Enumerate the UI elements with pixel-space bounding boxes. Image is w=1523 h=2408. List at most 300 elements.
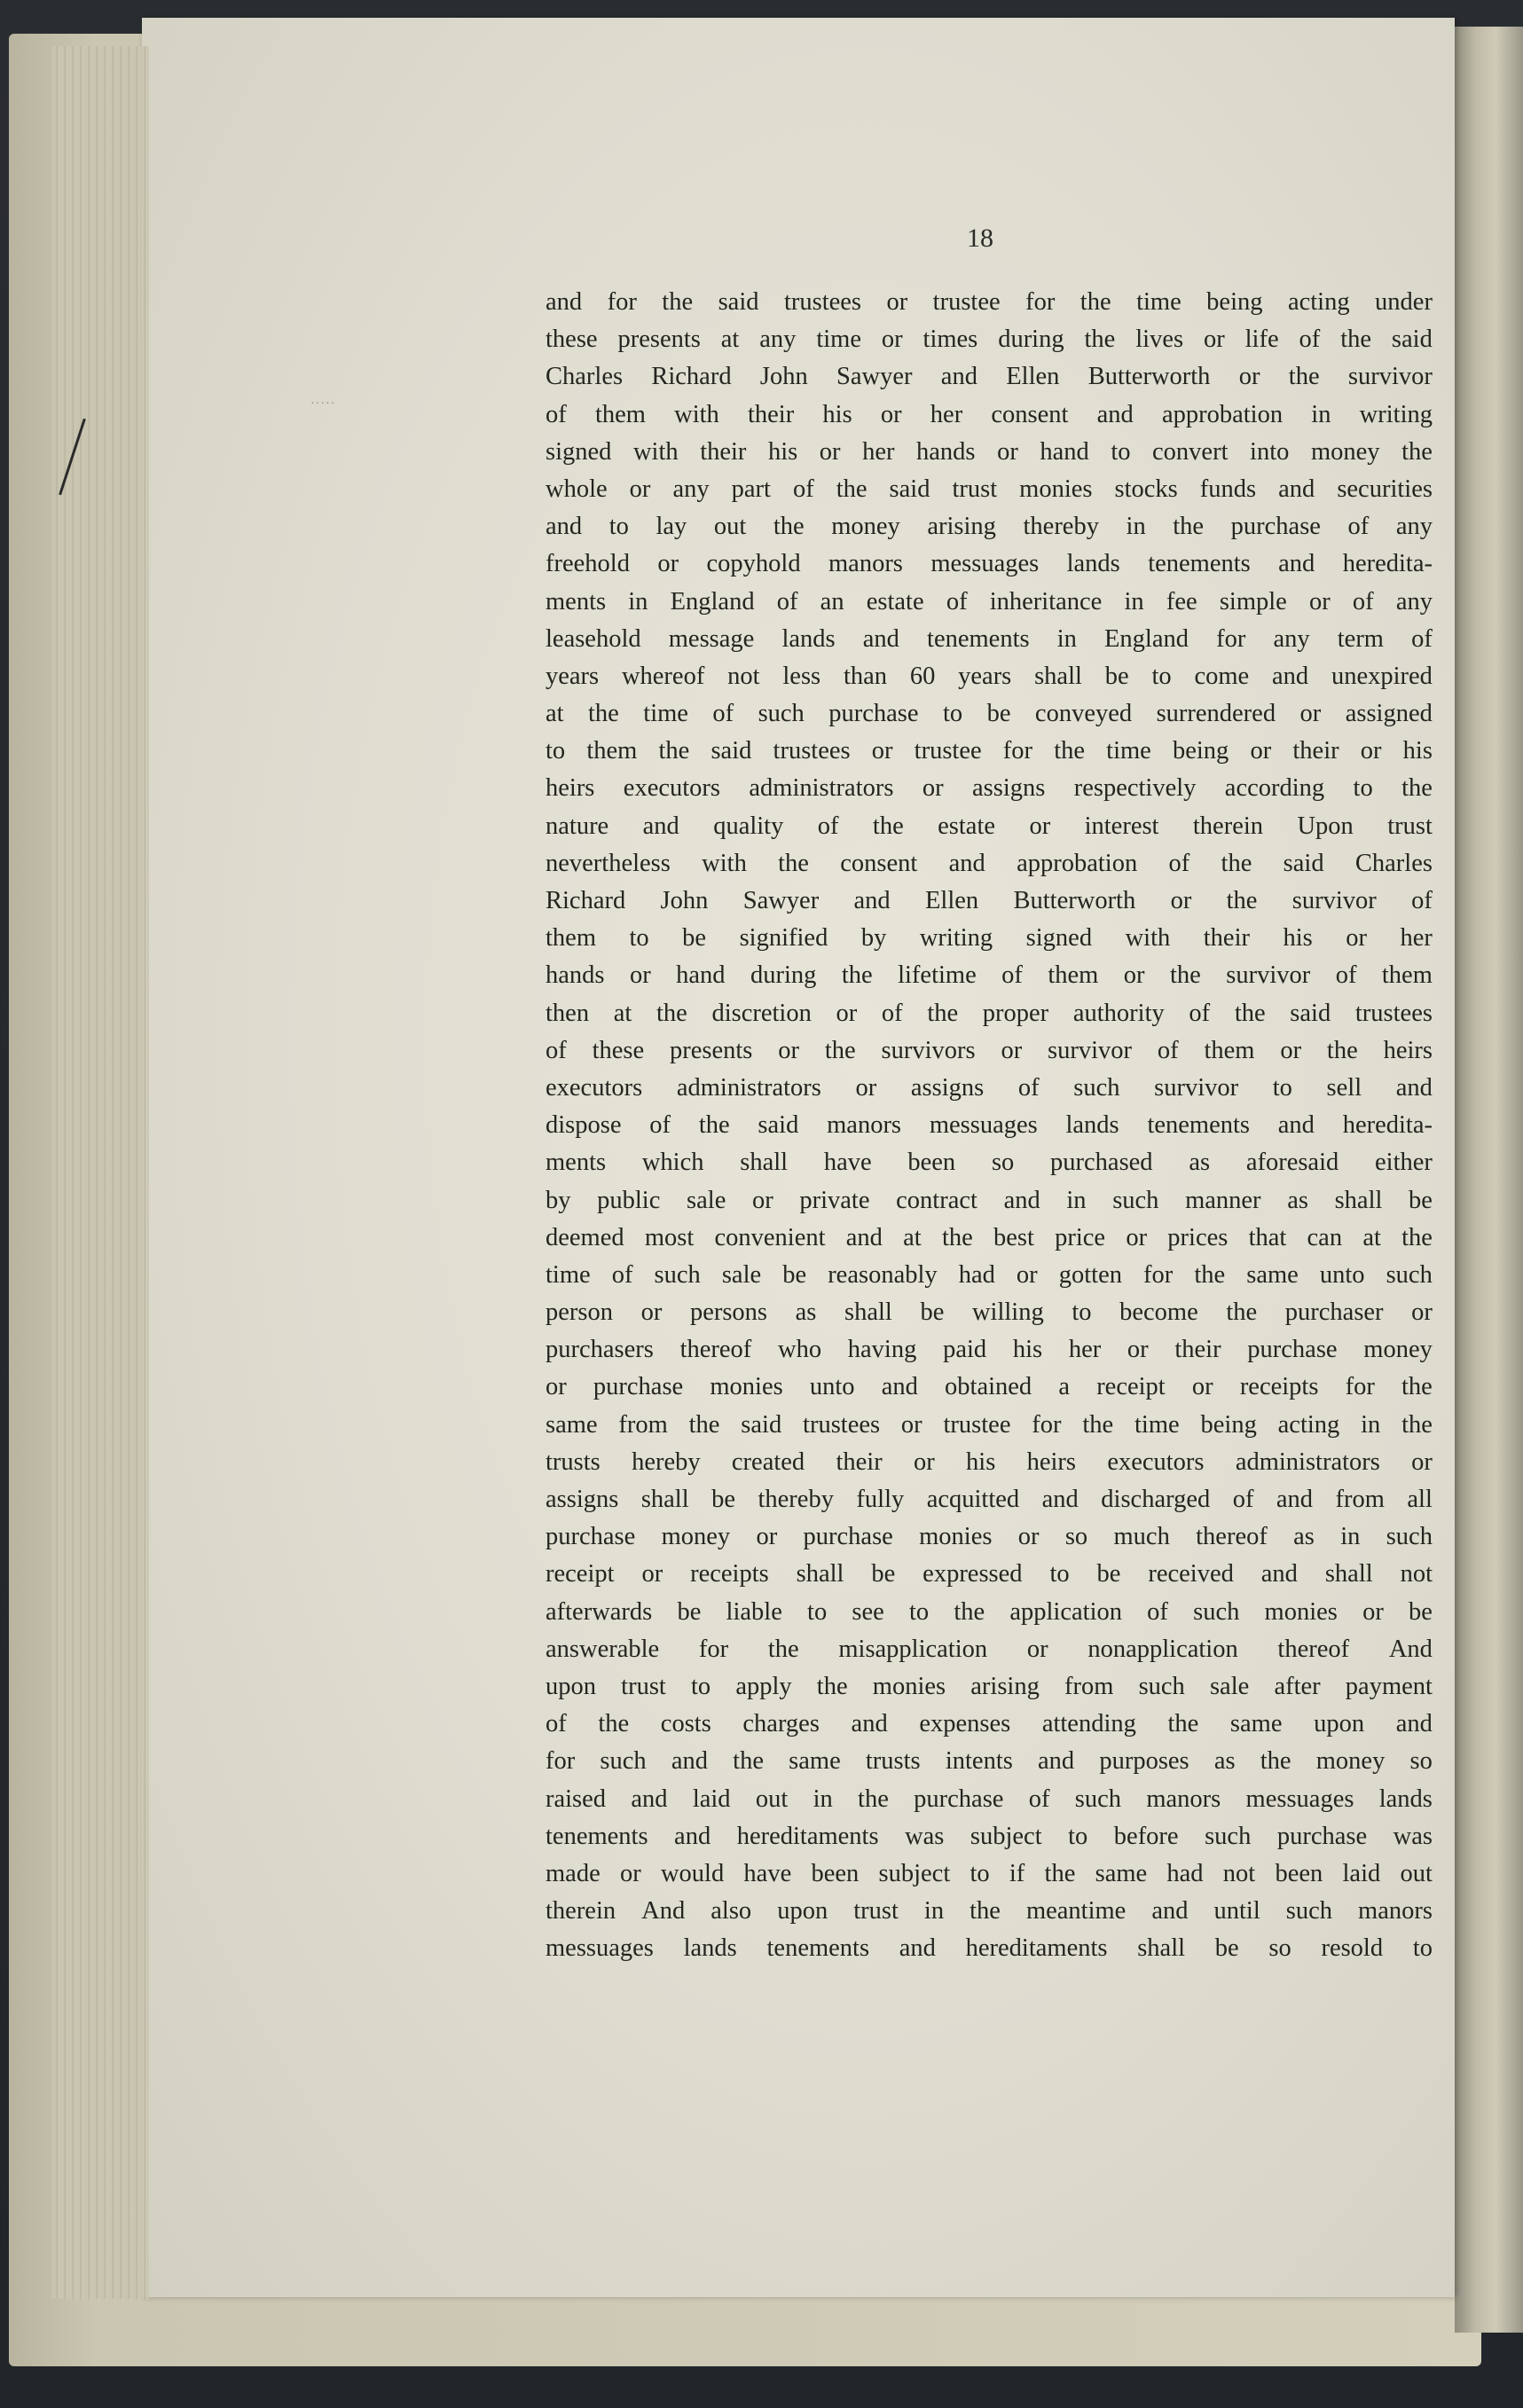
word: sale [721, 1260, 762, 1289]
word: the [1079, 288, 1111, 316]
word: shall [640, 1486, 689, 1513]
word: as [1293, 1523, 1315, 1551]
word: proper [982, 999, 1049, 1027]
word: acting [1277, 1410, 1340, 1439]
text-line [546, 920, 1433, 957]
word: said [1290, 999, 1331, 1027]
word: or [855, 1073, 877, 1102]
text-line [546, 1369, 1433, 1406]
word: and [1151, 1897, 1189, 1926]
word: Butterworth [1013, 887, 1136, 914]
word: at [720, 326, 740, 354]
word: their [700, 437, 747, 466]
word: assigns [546, 1486, 619, 1513]
word: the [1234, 999, 1266, 1027]
word: and [845, 1223, 883, 1251]
word: in [1056, 624, 1077, 653]
word: out [1400, 1859, 1433, 1887]
word: lands [781, 624, 836, 653]
word: heirs [546, 774, 595, 803]
word: presents [670, 1036, 753, 1064]
word: Richard [546, 887, 626, 914]
word: or [871, 737, 893, 765]
word: price [1055, 1223, 1106, 1251]
word: time [1134, 1410, 1180, 1439]
word: purchased [1050, 1149, 1153, 1177]
word: thereby [758, 1486, 834, 1513]
word: same [1246, 1260, 1299, 1289]
word: be [1096, 1560, 1121, 1588]
word: said [718, 288, 759, 316]
word: of [1028, 1784, 1050, 1813]
word: such [1073, 1073, 1120, 1102]
word: John [660, 887, 709, 914]
word: of [1299, 326, 1321, 354]
text-line [546, 1481, 1433, 1518]
word: hand [1040, 437, 1089, 466]
word: from [1335, 1486, 1385, 1513]
word: in [1066, 1186, 1087, 1214]
word: of [649, 1111, 671, 1140]
word: aforesaid [1245, 1149, 1339, 1177]
word: to [1412, 1934, 1433, 1963]
word: be [1104, 662, 1129, 690]
word: Sawyer [742, 887, 820, 914]
word: being [1200, 1410, 1257, 1439]
word: or [1360, 737, 1382, 765]
word: to [608, 513, 629, 541]
word: or [1250, 737, 1272, 765]
word: of [546, 1036, 567, 1064]
word: the [1401, 1223, 1433, 1251]
word: thereof [1277, 1635, 1350, 1663]
word: or [629, 475, 651, 503]
word: most [644, 1223, 695, 1251]
word: sale [1209, 1672, 1250, 1700]
word: expressed [922, 1560, 1023, 1588]
word: the [1054, 737, 1086, 765]
text-line [546, 1220, 1433, 1257]
word: payment [1345, 1672, 1433, 1700]
word: or [546, 1373, 567, 1401]
word: or [778, 1036, 799, 1064]
word: also [710, 1897, 752, 1926]
text-line [546, 1781, 1433, 1818]
word: his [966, 1447, 996, 1476]
word: and [1271, 662, 1309, 690]
text-line [546, 1855, 1433, 1893]
word: hands [546, 961, 605, 990]
text-line [546, 808, 1433, 845]
word: monies [1264, 1597, 1338, 1626]
facing-page-edge [1455, 27, 1523, 2333]
word: to [807, 1597, 828, 1626]
word: the [767, 1635, 799, 1663]
word: the [662, 288, 694, 316]
word: years [958, 662, 1012, 690]
word: same [1229, 1710, 1283, 1738]
text-line [546, 1818, 1433, 1855]
word: being [1206, 288, 1263, 316]
word: assigned [1345, 700, 1433, 728]
word: raised [546, 1784, 607, 1813]
word: come [1194, 662, 1250, 690]
word: them [1048, 961, 1099, 990]
text-line [546, 508, 1433, 545]
margin-note: ····· [310, 397, 336, 411]
word: liable [726, 1597, 782, 1626]
word: or [1001, 1036, 1023, 1064]
word: assigns [971, 774, 1046, 803]
word: the [841, 961, 873, 990]
word: and [1395, 1073, 1433, 1102]
word: executors [623, 774, 720, 803]
word: not [1400, 1560, 1433, 1588]
word: to [629, 924, 649, 953]
word: them [546, 924, 596, 953]
word: created [731, 1447, 805, 1476]
word: approbation [1017, 849, 1138, 877]
word: person [546, 1298, 613, 1327]
word: dispose [546, 1111, 622, 1140]
word: assigns [910, 1073, 985, 1102]
word: same [1095, 1859, 1148, 1887]
word: any [1395, 513, 1433, 541]
word: thereof [1196, 1523, 1268, 1551]
word: shall [1034, 662, 1082, 690]
word: receipt [1096, 1373, 1166, 1401]
word: expenses [919, 1710, 1011, 1738]
word: hand [676, 961, 726, 990]
word: of [946, 587, 968, 616]
word: such [758, 700, 805, 728]
word: made [546, 1859, 601, 1887]
word: consent [991, 400, 1069, 428]
word: of [776, 587, 798, 616]
word: same [546, 1410, 598, 1439]
word: and [1278, 550, 1315, 578]
word: shall [740, 1149, 789, 1177]
word: sell [1326, 1073, 1362, 1102]
word: after [1274, 1672, 1321, 1700]
word: or [1029, 812, 1051, 840]
word: charges [742, 1710, 820, 1738]
word: in [923, 1897, 945, 1926]
word: apply [735, 1672, 792, 1700]
word: during [998, 326, 1064, 354]
word: deemed [546, 1223, 624, 1251]
word: and [853, 887, 891, 914]
word: shall [844, 1298, 892, 1327]
word: any [672, 475, 710, 503]
text-line [546, 1743, 1433, 1780]
word: receipts [1239, 1373, 1319, 1401]
word: such [1386, 1260, 1433, 1289]
word: purchasers [546, 1336, 654, 1364]
word: than [843, 662, 888, 690]
word: in [1124, 587, 1144, 616]
word: purchaser [1284, 1298, 1384, 1327]
word: as [1189, 1149, 1211, 1177]
text-line [546, 1518, 1433, 1556]
word: at [613, 999, 632, 1027]
word: any [1395, 587, 1433, 616]
word: them [1381, 961, 1433, 990]
word: estate [938, 812, 996, 840]
word: to [1353, 774, 1373, 803]
word: subject [970, 1822, 1042, 1850]
word: money [661, 1523, 731, 1551]
word: the [1226, 887, 1258, 914]
word: the [598, 1710, 630, 1738]
word: to [970, 1859, 990, 1887]
word: be [1214, 1934, 1239, 1963]
word: these [546, 326, 598, 354]
word: tenements [546, 1822, 648, 1850]
word: them [594, 400, 646, 428]
text-line [546, 770, 1433, 807]
word: the [588, 700, 619, 728]
word: or [756, 1523, 778, 1551]
word: be [986, 700, 1011, 728]
word: answerable [546, 1635, 660, 1663]
word: Ellen [1006, 363, 1060, 391]
word: or [619, 1859, 641, 1887]
word: been [1275, 1859, 1323, 1887]
word: monies [1019, 475, 1093, 503]
word: from [1064, 1672, 1114, 1700]
word: an [820, 587, 844, 616]
word: such [600, 1747, 647, 1776]
word: afterwards [546, 1597, 653, 1626]
word: laid [692, 1784, 731, 1813]
word: upon [1314, 1710, 1365, 1738]
word: been [811, 1859, 860, 1887]
word: survivor [1048, 1036, 1133, 1064]
word: been [907, 1149, 956, 1177]
word: of [1352, 587, 1374, 616]
text-line [546, 471, 1433, 508]
word: survivor [1347, 363, 1433, 391]
text-line [546, 1444, 1433, 1481]
word: such [1112, 1186, 1159, 1214]
word: administrators [676, 1073, 821, 1102]
word: in [628, 587, 648, 616]
word: tenements [1148, 550, 1251, 578]
word: was [1393, 1822, 1433, 1850]
word: as [1213, 1747, 1236, 1776]
word: with [674, 400, 719, 428]
word: the [1084, 326, 1116, 354]
word: money [1315, 1747, 1386, 1776]
word: or [1126, 1223, 1148, 1251]
word: same [789, 1747, 841, 1776]
text-line [546, 1331, 1433, 1369]
word: convenient [714, 1223, 826, 1251]
word: had [1166, 1859, 1204, 1887]
word: money [1310, 437, 1380, 466]
word: writing [1359, 400, 1433, 428]
word: purchase [1247, 1336, 1338, 1364]
word: and [642, 812, 679, 840]
word: the [688, 1410, 720, 1439]
word: said [1283, 849, 1324, 877]
word: them [586, 737, 638, 765]
word: purchase [593, 1373, 684, 1401]
word: messuages [930, 550, 1040, 578]
word: or [1238, 363, 1260, 391]
word: said [741, 1410, 782, 1439]
word: hands [916, 437, 976, 466]
word: fee [1166, 587, 1197, 616]
word: quality [713, 812, 784, 840]
word: time [546, 1260, 591, 1289]
word: or [819, 437, 841, 466]
word: her [1068, 1336, 1102, 1364]
word: signified [739, 924, 828, 953]
word: or [641, 1560, 663, 1588]
word: of [1189, 999, 1211, 1027]
word: and [1278, 475, 1315, 503]
word: signed [546, 437, 612, 466]
word: arising [970, 1672, 1040, 1700]
word: interest [1084, 812, 1159, 840]
text-line [546, 1070, 1433, 1107]
word: being [1172, 737, 1229, 765]
word: by [860, 924, 887, 953]
word: or [751, 1186, 773, 1214]
word: hereditaments [736, 1822, 879, 1850]
word: estate [866, 587, 924, 616]
word: purchase [914, 1784, 1004, 1813]
word: tenements [766, 1934, 870, 1963]
word: according [1224, 774, 1325, 803]
word: of [817, 812, 839, 840]
word: be [1409, 1597, 1433, 1626]
word: or [1411, 1447, 1433, 1476]
word: for [1032, 1410, 1062, 1439]
text-line [546, 1257, 1433, 1294]
word: said [710, 737, 752, 765]
word: Sawyer [836, 363, 913, 391]
word: his [1402, 737, 1433, 765]
word: simple [1219, 587, 1287, 616]
word: purchase [1230, 513, 1321, 541]
word: of [1017, 1073, 1040, 1102]
word: England [670, 587, 755, 616]
word: paid [943, 1336, 987, 1364]
word: see [852, 1597, 884, 1626]
word: of [712, 700, 734, 728]
text-line [546, 1407, 1433, 1444]
text-line [546, 358, 1433, 396]
word: executors [1107, 1447, 1205, 1476]
word: or [880, 400, 902, 428]
word: so [1268, 1934, 1291, 1963]
word: by [546, 1186, 571, 1214]
word: stocks [1114, 475, 1178, 503]
word: and [674, 1822, 711, 1850]
word: in [1340, 1523, 1361, 1551]
text-line [546, 1107, 1433, 1144]
word: and [851, 1710, 888, 1738]
word: unexpired [1331, 662, 1433, 690]
word: was [905, 1822, 945, 1850]
word: or [1026, 1635, 1048, 1663]
word: out [713, 513, 747, 541]
word: before [1113, 1822, 1179, 1850]
word: signed [1025, 924, 1093, 953]
word: of [1001, 961, 1023, 990]
word: Charles [546, 363, 624, 391]
word: trust [621, 1672, 666, 1700]
word: and [546, 288, 583, 316]
word: conveyed [1034, 700, 1133, 728]
word: of [1157, 1036, 1179, 1064]
word: with [1125, 924, 1171, 953]
word: to [1272, 1073, 1292, 1102]
word: and [1260, 1560, 1298, 1588]
word: funds [1199, 475, 1257, 503]
text-line [546, 1631, 1433, 1668]
word: the [698, 1111, 730, 1140]
word: such [1386, 1523, 1433, 1551]
word: or [886, 288, 908, 316]
word: purchase [828, 700, 919, 728]
word: hereby [632, 1447, 701, 1476]
word: at [1362, 1223, 1381, 1251]
word: private [799, 1186, 870, 1214]
word: lives [1135, 326, 1184, 354]
word: Ellen [925, 887, 979, 914]
word: upon [777, 1897, 828, 1926]
word: at [546, 700, 564, 728]
word: trust [853, 1897, 899, 1926]
word: from [618, 1410, 668, 1439]
word: his [822, 400, 852, 428]
word: as [1287, 1186, 1308, 1214]
word: ments [546, 1149, 607, 1177]
word: and [1277, 1111, 1315, 1140]
word: misapplication [838, 1635, 988, 1663]
word: England [1104, 624, 1189, 653]
text-line [546, 733, 1433, 770]
word: lands [683, 1934, 737, 1963]
word: or [1346, 924, 1367, 953]
word: surrendered [1156, 700, 1276, 728]
word: monies [919, 1523, 993, 1551]
word: persons [689, 1298, 768, 1327]
word: time [1136, 288, 1182, 316]
word: and [1096, 400, 1134, 428]
word: lay [656, 513, 687, 541]
word: to [1111, 437, 1131, 466]
word: the [824, 1036, 856, 1064]
word: and [899, 1934, 936, 1963]
word: under [1375, 288, 1433, 316]
word: manner [1185, 1186, 1261, 1214]
word: tenements [927, 624, 1030, 653]
word: would [660, 1859, 725, 1887]
word: obtained [945, 1373, 1032, 1401]
word: then [546, 999, 590, 1027]
word: or [1299, 700, 1322, 728]
word: administrators [749, 774, 894, 803]
word: the [778, 849, 809, 877]
word: survivor [1291, 887, 1377, 914]
word: or [657, 550, 679, 578]
word: unto [809, 1373, 855, 1401]
